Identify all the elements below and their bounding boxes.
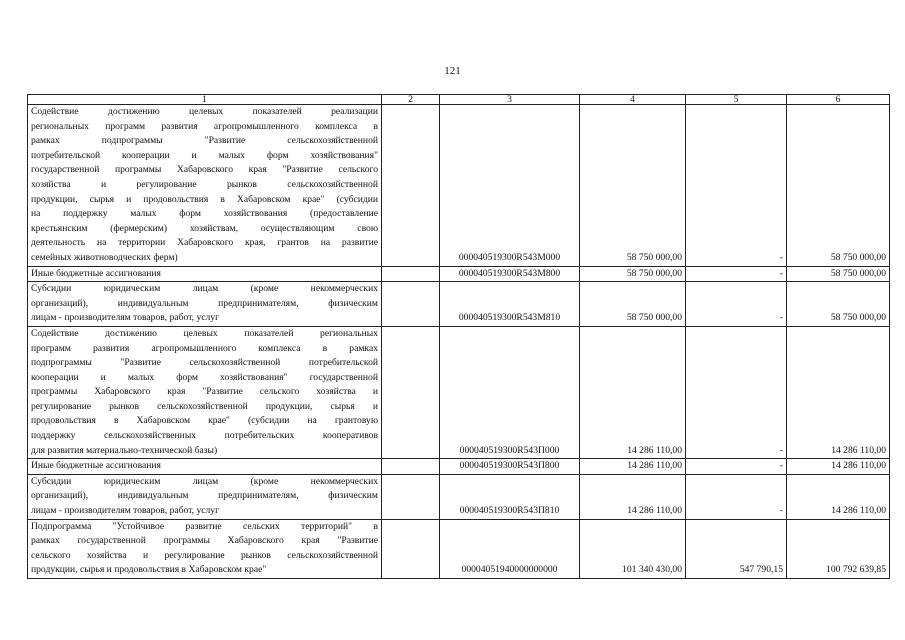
budget-table: [27, 94, 890, 579]
page-number: 121: [444, 65, 461, 77]
column-header-4: 4: [580, 95, 686, 105]
column-header-5: 5: [686, 95, 787, 105]
row-total: 14 286 110,00: [787, 474, 890, 519]
row-col2: [382, 326, 440, 458]
description-line: рамках государственной программы Хабаровского края "Развитие: [31, 535, 378, 547]
description-line: региональных программ развития агропромышленного комплекса в: [31, 120, 378, 132]
row-description: [28, 474, 382, 519]
row-col2: [382, 519, 440, 578]
description-line: продовольствия в Хабаровском крае" (субсидии на грантовую: [31, 415, 378, 427]
row-amount: 58 750 000,00: [580, 282, 686, 327]
row-target-code: 000040519300R543M000: [440, 105, 580, 267]
description-line: организаций), индивидуальным предпринимателям, физическим: [31, 490, 378, 502]
description-line: семейных животноводческих ферм): [31, 251, 178, 263]
row-description: [28, 326, 382, 458]
description-line: государственной программы Хабаровского края "Развитие сельского: [31, 164, 378, 176]
row-col2: [382, 459, 440, 475]
row-change: -: [686, 474, 787, 519]
description-line: на поддержку малых форм хозяйствования (предоставление: [31, 208, 378, 220]
description-line: кооперации и малых форм хозяйствования" государственной: [31, 371, 378, 383]
description-line: продукции, сырья и продовольствия в Хабаровском крае" (субсидии: [31, 193, 378, 205]
row-change: -: [686, 459, 787, 475]
row-description: [28, 459, 382, 475]
row-total: 100 792 639,85: [787, 519, 890, 578]
row-amount: 14 286 110,00: [580, 459, 686, 475]
row-amount: 14 286 110,00: [580, 326, 686, 458]
column-header-2: 2: [382, 95, 440, 105]
budget-table-body: [28, 95, 890, 579]
table-row: [28, 519, 890, 578]
table-row: [28, 459, 890, 475]
description-line: рамках подпрограммы "Развитие сельскохозяйственной: [31, 135, 378, 147]
row-change: -: [686, 105, 787, 267]
row-amount: 58 750 000,00: [580, 266, 686, 282]
row-target-code: 000040519300R543П800: [440, 459, 580, 475]
column-header-1: 1: [28, 95, 382, 105]
description-line: Подпрограмма "Устойчивое развитие сельских территорий" в: [31, 520, 378, 532]
row-amount: 101 340 430,00: [580, 519, 686, 578]
table-row: [28, 266, 890, 282]
row-change: -: [686, 282, 787, 327]
row-col2: [382, 266, 440, 282]
column-header-3: 3: [440, 95, 580, 105]
row-total: 14 286 110,00: [787, 459, 890, 475]
description-line: деятельность на территории Хабаровского края, грантов на развитие: [31, 237, 378, 249]
row-target-code: 000040519300R543П000: [440, 326, 580, 458]
row-description: [28, 282, 382, 327]
row-description: [28, 519, 382, 578]
description-line: лицам - производителям товаров, работ, услуг: [31, 312, 220, 324]
table-row: [28, 326, 890, 458]
description-line: Субсидии юридическим лицам (кроме некоммерческих: [31, 475, 378, 487]
column-number-row: [28, 95, 890, 105]
row-amount: 14 286 110,00: [580, 474, 686, 519]
description-line: программ развития агропромышленного комплекса в рамках: [31, 342, 378, 354]
row-change: -: [686, 326, 787, 458]
description-line: организаций), индивидуальным предпринимателям, физическим: [31, 297, 378, 309]
description-line: для развития материально-технической базы): [31, 444, 218, 456]
row-total: 58 750 000,00: [787, 282, 890, 327]
row-change: 547 790,15: [686, 519, 787, 578]
description-line: сельского хозяйства и регулирование рынков сельскохозяйственной: [31, 549, 378, 561]
column-header-6: 6: [787, 95, 890, 105]
description-line: Иные бюджетные ассигнования: [31, 460, 161, 472]
row-target-code: 000040519300R543M800: [440, 266, 580, 282]
description-line: Субсидии юридическим лицам (кроме некоммерческих: [31, 283, 378, 295]
description-line: потребительской кооперации и малых форм хозяйствования": [31, 149, 378, 161]
row-col2: [382, 282, 440, 327]
row-total: 58 750 000,00: [787, 266, 890, 282]
table-row: [28, 105, 890, 267]
table-row: [28, 474, 890, 519]
description-line: программы Хабаровского края "Развитие сельского хозяйства и: [31, 386, 378, 398]
description-line: подпрограммы "Развитие сельскохозяйственной потребительской: [31, 357, 378, 369]
description-line: регулирование рынков сельскохозяйственной продукции, сырья и: [31, 400, 378, 412]
row-change: -: [686, 266, 787, 282]
description-line: крестьянским (фермерским) хозяйствам, осуществляющим свою: [31, 222, 378, 234]
row-description: [28, 105, 382, 267]
row-target-code: 000040519300R543M810: [440, 282, 580, 327]
row-target-code: 00004051940000000000: [440, 519, 580, 578]
description-line: поддержку сельскохозяйственных потребительских кооперативов: [31, 430, 378, 442]
row-total: 14 286 110,00: [787, 326, 890, 458]
description-line: хозяйства и регулирование рынков сельскохозяйственной: [31, 178, 378, 190]
description-line: продукции, сырья и продовольствия в Хабаровском крае": [31, 564, 267, 576]
row-amount: 58 750 000,00: [580, 105, 686, 267]
row-description: [28, 266, 382, 282]
row-target-code: 000040519300R543П810: [440, 474, 580, 519]
row-col2: [382, 105, 440, 267]
table-row: [28, 282, 890, 327]
row-col2: [382, 474, 440, 519]
description-line: Содействие достижению целевых показателей региональных: [31, 327, 378, 339]
description-line: Иные бюджетные ассигнования: [31, 267, 161, 279]
description-line: лицам - производителям товаров, работ, услуг: [31, 505, 220, 517]
description-line: Содействие достижению целевых показателей реализации: [31, 106, 378, 117]
row-total: 58 750 000,00: [787, 105, 890, 267]
